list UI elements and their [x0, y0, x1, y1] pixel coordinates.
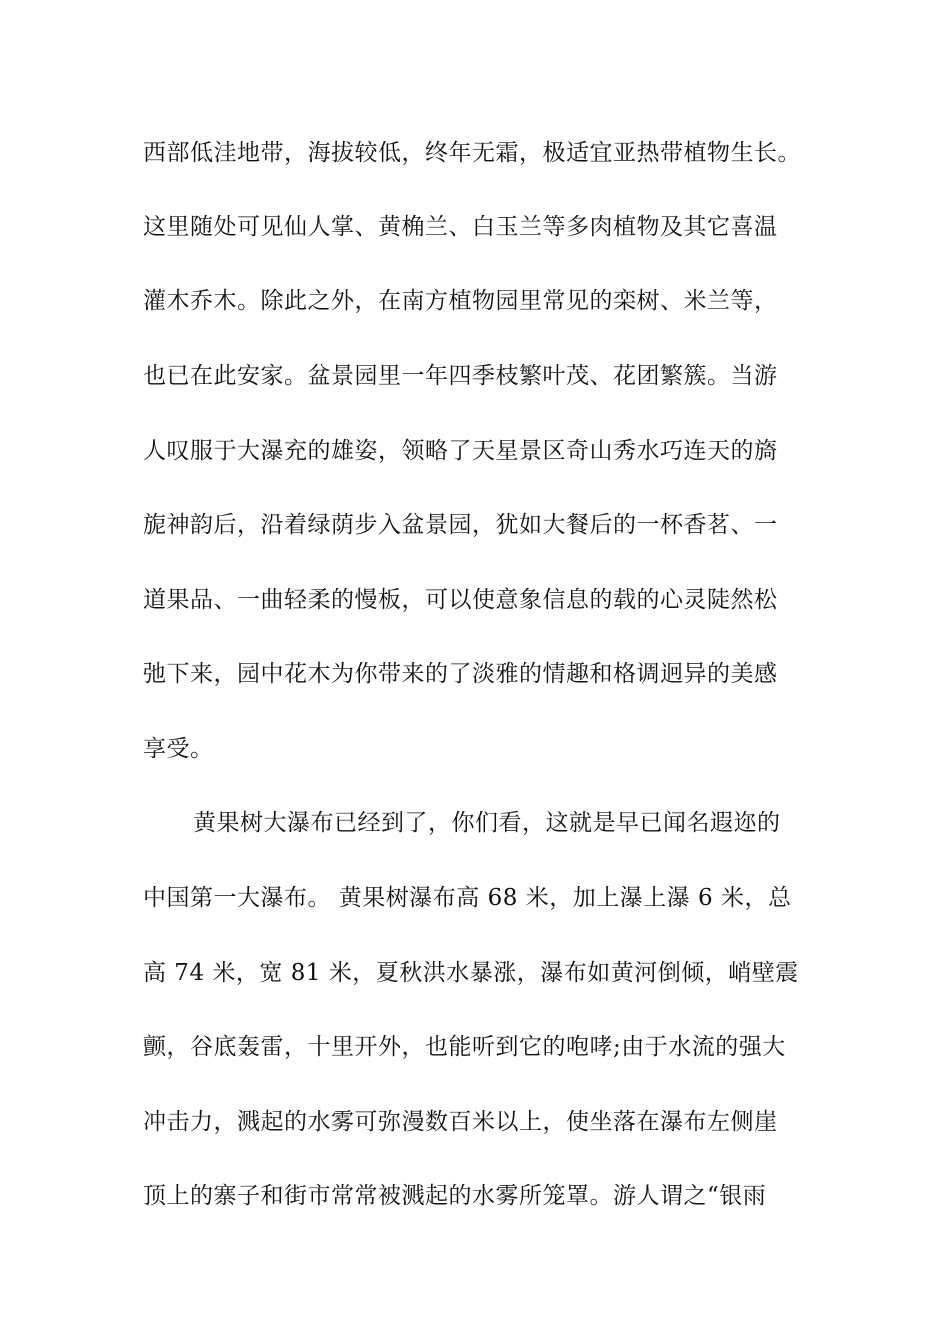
text-line: 享受。	[143, 736, 214, 762]
text-line: 道果品、一曲轻柔的慢板，可以使意象信息的载的心灵陡然松	[143, 587, 778, 613]
text-line: 弛下来，园中花木为你带来的了淡雅的情趣和格调迥异的美感	[143, 661, 778, 687]
text-line: 这里随处可见仙人掌、黄桷兰、白玉兰等多肉植物及其它喜温	[143, 214, 778, 240]
text-line: 颤，谷底轰雷，十里开外，也能听到它的咆哮;由于水流的强大	[143, 1034, 786, 1060]
paragraph-first-line: 黄果树大瀑布已经到了，你们看，这就是早已闻名遐迩的	[193, 810, 781, 836]
text-line: 冲击力，溅起的水雾可弥漫数百米以上，使坐落在瀑布左侧崖	[143, 1109, 778, 1135]
text-line: 中国第一大瀑布。 黄果树瀑布高 68 米，加上瀑上瀑 6 米，总	[143, 885, 792, 911]
text-line: 灌木乔木。除此之外，在南方植物园里常见的栾树、米兰等，	[143, 288, 778, 314]
text-line: 旎神韵后，沿着绿荫步入盆景园，犹如大餐后的一杯香茗、一	[143, 512, 778, 538]
text-line: 人叹服于大瀑充的雄姿，领略了天星景区奇山秀水巧连天的旖	[143, 438, 778, 464]
text-line: 也已在此安家。盆景园里一年四季枝繁叶茂、花团繁簇。当游	[143, 363, 778, 389]
text-line: 高 74 米，宽 81 米，夏秋洪水暴涨，瀑布如黄河倒倾，峭壁震	[143, 960, 799, 986]
text-line: 西部低洼地带，海拔较低，终年无霜，极适宜亚热带植物生长。	[143, 140, 801, 166]
text-line: 顶上的寨子和街市常常被溅起的水雾所笼罩。游人谓之“银雨	[143, 1183, 767, 1209]
